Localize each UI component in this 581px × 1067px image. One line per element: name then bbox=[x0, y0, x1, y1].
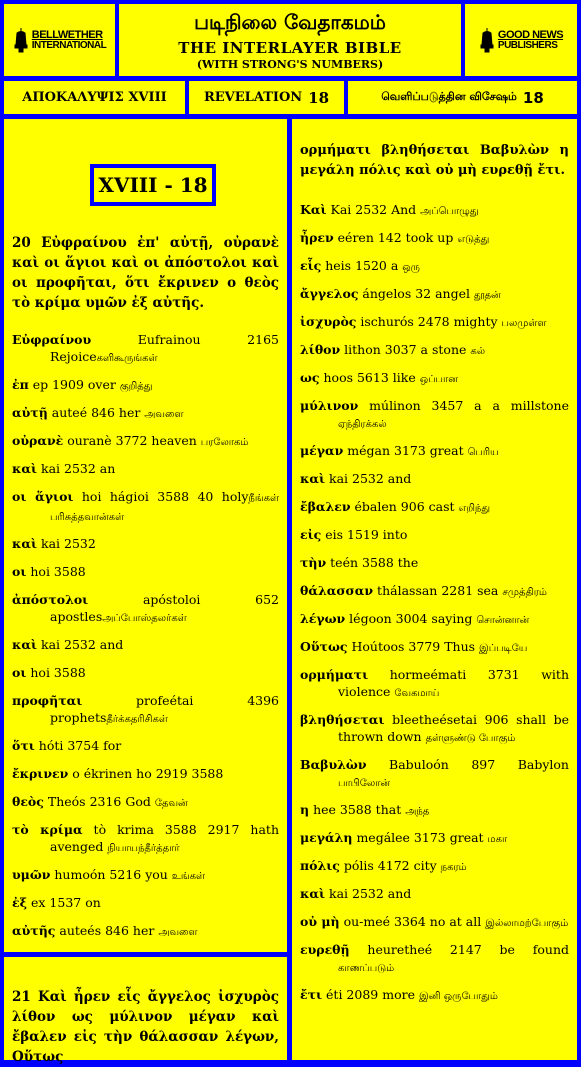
verse-21-continued: ορμήματι βληθήσεται Βαβυλὼν η μεγάλη πόλις καὶ οὐ μὴ ευρεθῇ ἔτι. bbox=[300, 143, 569, 178]
word-entry bbox=[12, 376, 279, 395]
transliteration: kai 2532 bbox=[37, 536, 96, 551]
word-entry bbox=[12, 535, 279, 554]
word-entry bbox=[300, 554, 569, 573]
word-entry bbox=[12, 793, 279, 812]
word-entry bbox=[300, 857, 569, 876]
greek-word: η bbox=[300, 802, 310, 817]
transliteration: múlinon 3457 a a millstone bbox=[358, 398, 569, 413]
greek-word: Καὶ bbox=[300, 202, 327, 217]
transliteration: Hoútoos 3779 Thus bbox=[347, 639, 480, 654]
transliteration: megálee 3173 great bbox=[352, 830, 488, 845]
tamil-gloss: நீங்கள் பரிசுத்தவான்கள் bbox=[50, 493, 279, 523]
word-entry bbox=[12, 821, 279, 857]
transliteration: kai 2532 an bbox=[37, 461, 116, 476]
greek-word: ὅτι bbox=[12, 738, 35, 753]
word-entry bbox=[300, 756, 569, 792]
tamil-gloss: எடுத்து bbox=[457, 234, 490, 245]
greek-word: ἔβαλεν bbox=[300, 499, 351, 514]
right-word-list bbox=[300, 201, 569, 1005]
transliteration: bleetheésetai 906 shall be thrown down bbox=[338, 712, 569, 744]
tamil-gloss: ஒப்பான bbox=[419, 374, 458, 385]
transliteration: lithon 3037 a stone bbox=[340, 342, 471, 357]
word-entry bbox=[12, 563, 279, 582]
greek-word: ως bbox=[300, 370, 320, 385]
tamil-gloss: சொன்னான் bbox=[476, 615, 530, 626]
greek-word: τὴν bbox=[300, 555, 327, 570]
word-entry bbox=[12, 404, 279, 423]
greek-word: εἷς bbox=[300, 258, 322, 273]
greek-word: Βαβυλὼν bbox=[300, 757, 367, 772]
word-entry bbox=[300, 526, 569, 545]
word-entry bbox=[300, 470, 569, 489]
greek-word: καὶ bbox=[12, 637, 38, 652]
word-entry bbox=[12, 460, 279, 479]
tamil-gloss: ஏந்திரக்கல் bbox=[338, 419, 387, 430]
title-tamil: படிநிலை வேதாகமம் bbox=[194, 10, 386, 34]
transliteration: kai 2532 and bbox=[325, 886, 412, 901]
transliteration: hoi 3588 bbox=[26, 564, 86, 579]
tamil-gloss: பாபிலோன் bbox=[338, 778, 391, 789]
tamil-gloss: வேகமாய் bbox=[394, 688, 440, 699]
word-entry bbox=[300, 638, 569, 657]
word-entry bbox=[300, 801, 569, 820]
left-word-list bbox=[12, 331, 279, 941]
greek-word: πόλις bbox=[300, 858, 340, 873]
transliteration: hormeémati 3731 with violence bbox=[338, 667, 569, 699]
right-logo-box bbox=[465, 4, 577, 76]
english-book-label bbox=[189, 81, 344, 114]
tamil-gloss: குறித்து bbox=[119, 381, 153, 392]
tamil-book-number: 18 bbox=[522, 88, 544, 107]
tamil-gloss: பெரிய bbox=[467, 447, 499, 458]
tamil-book-label bbox=[348, 81, 577, 114]
greek-word: καὶ bbox=[12, 536, 38, 551]
english-book-text: REVELATION bbox=[203, 90, 303, 105]
greek-word: οι bbox=[12, 665, 27, 680]
title-main: THE INTERLAYER BIBLE bbox=[178, 39, 402, 57]
greek-word: αὐτῇ bbox=[12, 405, 48, 420]
transliteration: ex 1537 on bbox=[27, 895, 101, 910]
transliteration: apóstoloi 652 apostles bbox=[50, 592, 279, 624]
tamil-gloss: அவளை bbox=[158, 927, 198, 938]
tamil-gloss: அவளை bbox=[144, 409, 184, 420]
left-column bbox=[4, 119, 287, 952]
left-logo-line2: INTERNATIONAL bbox=[31, 39, 107, 51]
good-news-logo bbox=[479, 27, 563, 53]
greek-word: μέγαν bbox=[300, 443, 344, 458]
word-entry bbox=[12, 866, 279, 885]
tamil-gloss: தள்ளுண்டு போகும் bbox=[425, 733, 516, 744]
word-entry bbox=[300, 229, 569, 248]
tamil-gloss: அப்போஸ்தலர்கள் bbox=[102, 613, 187, 624]
tamil-gloss: அந்த bbox=[405, 806, 430, 817]
word-entry bbox=[300, 285, 569, 304]
transliteration: hoi 3588 bbox=[26, 665, 86, 680]
tamil-gloss: இல்லாமற்போகும் bbox=[485, 918, 569, 929]
tamil-gloss: ஒரு bbox=[402, 262, 420, 273]
greek-word: ἄγγελος bbox=[300, 286, 359, 301]
transliteration: éti 2089 more bbox=[322, 987, 419, 1002]
greek-book-label bbox=[4, 81, 185, 114]
word-entry bbox=[12, 331, 279, 367]
greek-word: οὐ μὴ bbox=[300, 914, 340, 929]
transliteration: eéren 142 took up bbox=[333, 230, 458, 245]
word-entry bbox=[12, 432, 279, 451]
greek-word: προφῆται bbox=[12, 693, 83, 708]
transliteration: thálassan 2281 sea bbox=[373, 583, 503, 598]
word-entry bbox=[300, 582, 569, 601]
word-entry bbox=[300, 341, 569, 360]
word-entry bbox=[300, 201, 569, 220]
transliteration: teén 3588 the bbox=[326, 555, 419, 570]
greek-word: λέγων bbox=[300, 611, 346, 626]
greek-word: καὶ bbox=[300, 886, 326, 901]
word-entry bbox=[300, 313, 569, 332]
word-entry bbox=[12, 737, 279, 756]
bellwether-logo bbox=[13, 27, 106, 53]
tamil-gloss: கல் bbox=[470, 346, 486, 357]
bell-icon bbox=[13, 27, 29, 53]
tamil-gloss: இப்படியே bbox=[479, 643, 528, 654]
tamil-gloss: இனி ஒருபோதும் bbox=[418, 991, 498, 1002]
greek-word: ἐπ bbox=[12, 377, 29, 392]
greek-word: υμῶν bbox=[12, 867, 51, 882]
tamil-gloss: களிகூருங்கள் bbox=[96, 353, 158, 364]
word-entry bbox=[12, 488, 279, 526]
greek-word: οι ἅγιοι bbox=[12, 489, 74, 504]
greek-word: θεὸς bbox=[12, 794, 44, 809]
greek-word: θάλασσαν bbox=[300, 583, 374, 598]
transliteration: hoi hágioi 3588 40 holy bbox=[73, 489, 249, 504]
tamil-gloss: காணப்படும் bbox=[338, 963, 395, 974]
word-entry bbox=[300, 829, 569, 848]
right-logo-line2: PUBLISHERS bbox=[497, 39, 558, 51]
tamil-gloss: தேவன் bbox=[154, 798, 188, 809]
title-box bbox=[119, 4, 461, 76]
transliteration: ou-meé 3364 no at all bbox=[339, 914, 486, 929]
tamil-gloss: தீர்க்கதரிசிகள் bbox=[106, 714, 168, 725]
word-entry bbox=[300, 610, 569, 629]
tamil-gloss: மகா bbox=[487, 834, 508, 845]
transliteration: heis 1520 a bbox=[321, 258, 403, 273]
word-entry bbox=[300, 442, 569, 461]
transliteration: heuretheé 2147 be found bbox=[349, 942, 569, 957]
transliteration: ο ékrinen ho 2919 3588 bbox=[68, 766, 224, 781]
tamil-gloss: அப்பொழுது bbox=[420, 206, 479, 217]
verse-20: 20 Εὐφραίνου ἐπ' αὐτῇ, οὐρανὲ καὶ οι ἅγιοι καὶ οι ἀπόστολοι καὶ οι προφῆται, ὅτι ἔκρινεν ο θεὸς τὸ κρίμα υμῶν ἐξ αὐτῆς. bbox=[12, 235, 279, 311]
greek-word: ἔτι bbox=[300, 987, 323, 1002]
transliteration: Eufrainou 2165 Rejoice bbox=[50, 332, 279, 364]
tamil-gloss: நியாயந்தீர்த்தார் bbox=[107, 843, 180, 854]
transliteration: profeétai 4396 prophets bbox=[50, 693, 279, 725]
greek-word: μύλινον bbox=[300, 398, 359, 413]
greek-book-text: ΑΠΟΚΑΛΥΨΙΣ XVIII bbox=[22, 90, 167, 105]
tamil-gloss: பரலோகம் bbox=[200, 437, 249, 448]
word-entry bbox=[300, 666, 569, 702]
left-logo-line1: BELLWETHER bbox=[31, 28, 103, 41]
transliteration: Theós 2316 God bbox=[43, 794, 155, 809]
word-entry bbox=[12, 894, 279, 913]
tamil-gloss: சமுத்திரம் bbox=[502, 587, 547, 598]
transliteration: Kai 2532 And bbox=[326, 202, 421, 217]
word-entry bbox=[300, 913, 569, 932]
greek-word: ορμήματι bbox=[300, 667, 369, 682]
transliteration: auteés 846 her bbox=[55, 923, 159, 938]
tamil-gloss: எறிந்து bbox=[458, 503, 491, 514]
word-entry bbox=[300, 941, 569, 977]
word-entry bbox=[12, 922, 279, 941]
transliteration: hóti 3754 for bbox=[34, 738, 122, 753]
transliteration: ébalen 906 cast bbox=[350, 499, 459, 514]
left-bottom-box bbox=[4, 957, 287, 1065]
greek-word: ἀπόστολοι bbox=[12, 592, 89, 607]
title-sub: (WITH STRONG'S NUMBERS) bbox=[196, 58, 384, 71]
word-entry bbox=[12, 692, 279, 728]
greek-word: Εὐφραίνου bbox=[12, 332, 92, 347]
word-entry bbox=[300, 369, 569, 388]
transliteration: ep 1909 over bbox=[28, 377, 120, 392]
greek-word: Οὕτως bbox=[300, 639, 348, 654]
greek-word: οὐρανὲ bbox=[12, 433, 64, 448]
transliteration: kai 2532 and bbox=[325, 471, 412, 486]
transliteration: pólis 4172 city bbox=[339, 858, 441, 873]
transliteration: auteé 846 her bbox=[47, 405, 145, 420]
transliteration: kai 2532 and bbox=[37, 637, 124, 652]
greek-word: αὐτῆς bbox=[12, 923, 56, 938]
tamil-gloss: நகரம் bbox=[440, 862, 467, 873]
english-book-number: 18 bbox=[308, 88, 330, 107]
word-entry bbox=[12, 664, 279, 683]
publisher-icon bbox=[479, 27, 495, 53]
chapter-heading: XVIII - 18 bbox=[90, 164, 216, 206]
greek-word: ἰσχυρὸς bbox=[300, 314, 357, 329]
transliteration: ouranè 3772 heaven bbox=[63, 433, 201, 448]
greek-word: εἰς bbox=[300, 527, 322, 542]
word-entry bbox=[300, 885, 569, 904]
greek-word: ἦρεν bbox=[300, 230, 334, 245]
word-entry bbox=[12, 636, 279, 655]
greek-word: ἔκρινεν bbox=[12, 766, 69, 781]
word-entry bbox=[300, 498, 569, 517]
greek-word: ἐξ bbox=[12, 895, 28, 910]
word-entry bbox=[300, 711, 569, 747]
tamil-gloss: தூதன் bbox=[473, 290, 501, 301]
transliteration: mégan 3173 great bbox=[343, 443, 468, 458]
word-entry bbox=[12, 591, 279, 627]
left-logo-box bbox=[4, 4, 115, 76]
transliteration: hee 3588 that bbox=[309, 802, 406, 817]
greek-word: λίθον bbox=[300, 342, 341, 357]
greek-word: ευρεθῇ bbox=[300, 942, 350, 957]
tamil-gloss: உங்கள் bbox=[171, 871, 206, 882]
greek-word: τὸ κρίμα bbox=[12, 822, 83, 837]
transliteration: tò krima 3588 2917 hath avenged bbox=[50, 822, 279, 854]
transliteration: Babuloón 897 Babylon bbox=[366, 757, 569, 772]
word-entry bbox=[300, 986, 569, 1005]
greek-word: βληθήσεται bbox=[300, 712, 385, 727]
tamil-gloss: பலமுள்ள bbox=[501, 318, 547, 329]
greek-word: καὶ bbox=[12, 461, 38, 476]
transliteration: ángelos 32 angel bbox=[358, 286, 474, 301]
right-column bbox=[292, 119, 577, 1060]
transliteration: humoón 5216 you bbox=[50, 867, 172, 882]
word-entry bbox=[300, 257, 569, 276]
greek-word: οι bbox=[12, 564, 27, 579]
word-entry bbox=[12, 765, 279, 784]
tamil-book-text: வெளிப்படுத்தின விசேஷம் bbox=[381, 90, 517, 103]
word-entry bbox=[300, 397, 569, 433]
verse-21: 21 Καὶ ἦρεν εἷς ἄγγελος ἰσχυρὸς λίθον ως μύλινον μέγαν καὶ ἔβαλεν εἰς τὴν θάλασσαν λέγων, Οὕτως bbox=[12, 989, 279, 1065]
transliteration: ischurós 2478 mighty bbox=[356, 314, 502, 329]
right-logo-line1: GOOD NEWS bbox=[497, 28, 564, 41]
transliteration: eis 1519 into bbox=[321, 527, 408, 542]
transliteration: hoos 5613 like bbox=[319, 370, 420, 385]
greek-word: καὶ bbox=[300, 471, 326, 486]
greek-word: μεγάλη bbox=[300, 830, 353, 845]
transliteration: légoon 3004 saying bbox=[345, 611, 477, 626]
